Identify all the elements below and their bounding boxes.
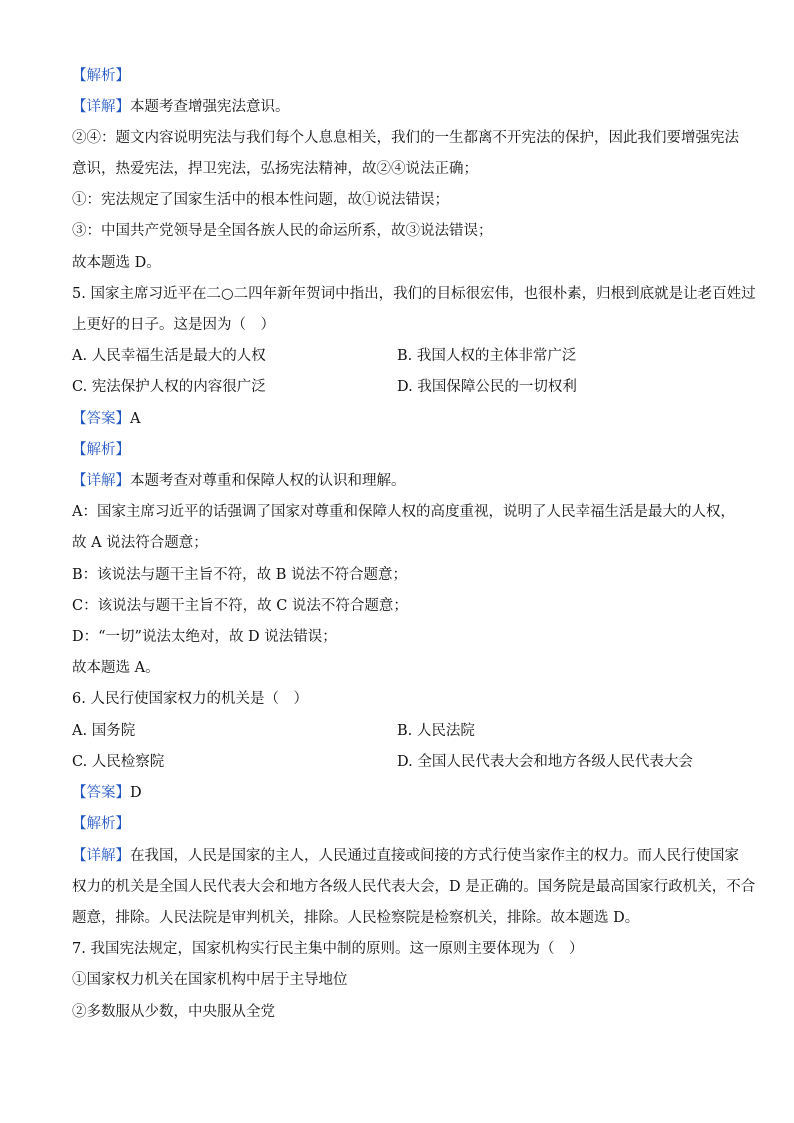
option-a: A. 人民幸福生活是最大的人权 <box>72 348 266 364</box>
body-line: ②④：题文内容说明宪法与我们每个人息息相关，我们的一生都离不开宪法的保护，因此我们要增强宪法 <box>72 130 739 146</box>
body-line: 故 A 说法符合题意； <box>72 535 208 551</box>
line-text: 本题考查增强宪法意识。 <box>130 99 290 115</box>
answer-line <box>72 783 734 803</box>
question-5-stem-cont: 上更好的日子。这是因为（ ） <box>72 317 275 333</box>
line-text: 本题考查对尊重和保障人权的认识和理解。 <box>130 473 406 489</box>
body-line: 题意，排除。人民法院是审判机关，排除。人民检察院是检察机关，排除。故本题选 D。 <box>72 910 640 926</box>
statement-1: ①国家权力机关在国家机构中居于主导地位 <box>72 972 348 988</box>
option-b: B. 人民法院 <box>397 723 475 739</box>
analysis-heading <box>72 440 734 460</box>
body-line: 权力的机关是全国人民代表大会和地方各级人民代表大会，D 是正确的。国务院是最高国家行政机关，不合 <box>72 879 756 895</box>
tag: 【详解】 <box>72 848 130 864</box>
statement-2: ②多数服从少数，中央服从全党 <box>72 1004 275 1020</box>
tag: 【解析】 <box>72 816 130 832</box>
body-line: 故本题选 A。 <box>72 660 160 676</box>
tag: 【详解】 <box>72 473 130 489</box>
analysis-heading <box>72 66 734 86</box>
body-line: ③：中国共产党领导是全国各族人民的命运所系，故③说法错误； <box>72 223 493 239</box>
analysis-heading <box>72 814 734 834</box>
tag: 【解析】 <box>72 68 130 84</box>
body-line: ①：宪法规定了国家生活中的根本性问题，故①说法错误； <box>72 192 449 208</box>
question-5-stem: 5. 国家主席习近平在二○二四年新年贺词中指出，我们的目标很宏伟，也很朴素，归根到底就是让老百姓过 <box>72 286 756 302</box>
body-line: D：“一切”说法太绝对，故 D 说法错误； <box>72 629 337 645</box>
option-a: A. 国务院 <box>72 723 136 739</box>
tag: 【答案】 <box>72 411 130 427</box>
body-line: A：国家主席习近平的话强调了国家对尊重和保障人权的高度重视，说明了人民幸福生活是最大的人权， <box>72 504 735 520</box>
detail-line <box>72 97 734 117</box>
answer-line <box>72 409 734 429</box>
option-d: D. 我国保障公民的一切权利 <box>397 379 577 395</box>
tag: 【解析】 <box>72 442 130 458</box>
body-line: B：该说法与题干主旨不符，故 B 说法不符合题意； <box>72 567 408 583</box>
body-line: C：该说法与题干主旨不符，故 C 说法不符合题意； <box>72 598 408 614</box>
tag: 【答案】 <box>72 785 130 801</box>
option-b: B. 我国人权的主体非常广泛 <box>397 348 577 364</box>
detail-line <box>72 846 739 866</box>
detail-line <box>72 471 734 491</box>
option-d: D. 全国人民代表大会和地方各级人民代表大会 <box>397 754 693 770</box>
body-line: 故本题选 D。 <box>72 255 161 271</box>
question-7-stem: 7. 我国宪法规定，国家机构实行民主集中制的原则。这一原则主要体现为（ ） <box>72 941 584 957</box>
answer-value: A <box>130 411 141 427</box>
answer-value: D <box>130 785 142 801</box>
tag: 【详解】 <box>72 99 130 115</box>
line-text: 在我国，人民是国家的主人，人民通过直接或间接的方式行使当家作主的权力。而人民行使国家 <box>130 848 739 864</box>
option-c: C. 人民检察院 <box>72 754 165 770</box>
question-6-stem: 6. 人民行使国家权力的机关是（ ） <box>72 691 308 707</box>
option-c: C. 宪法保护人权的内容很广泛 <box>72 379 266 395</box>
body-line: 意识，热爱宪法，捍卫宪法，弘扬宪法精神，故②④说法正确； <box>72 161 478 177</box>
